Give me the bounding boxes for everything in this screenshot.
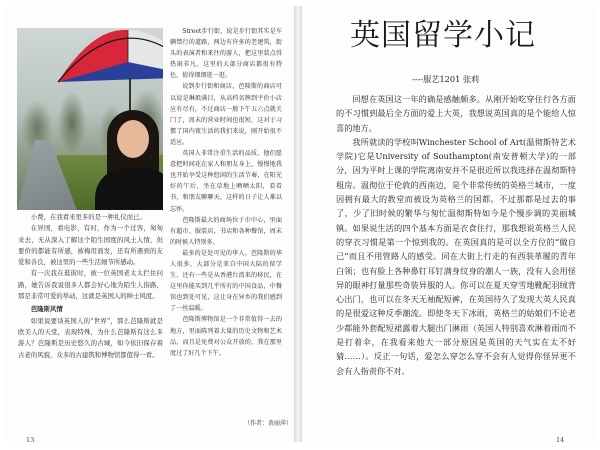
photo-person-face (117, 120, 149, 158)
photo-person-body (95, 168, 163, 210)
page-gutter (294, 6, 302, 442)
left-column-b (170, 26, 282, 424)
article-title: 英国留学小记 (350, 18, 536, 53)
left-author-note: （作者：黄丽萍） (243, 420, 292, 427)
article-byline: ----服艺1201 张莉 (412, 74, 480, 84)
col-a-paragraph: 在异国，看电影，有时，作为一个过客，匆匆来去，无从深入了解这个陌生国度的风土人情，但要价的都能有所感，被梅用面发，还有所遇到的友爱和善良，被这里的一些生活细节所感动。 (18, 224, 163, 267)
col-b-paragraph: 芭隆斯最大的商场位于市中心，里面有超市、服装店、书店和各种餐馆，周末的时候人特别多。 (170, 216, 282, 246)
umbrella-graphic (53, 28, 163, 102)
col-a-paragraph: 小费，在我看来更多的是一种礼仪而已。 (30, 213, 146, 221)
col-b-paragraph: 说到步行街和商店，芭隆斯的商店可以说是琳琅满目，从高档名牌到平价小店应有尽有，不过商店一般下午五六点就关门了，周末的营业时间也很短，这对于习惯了国内夜生活的我们来说，刚开始很不适应。 (170, 83, 282, 146)
col-a-paragraph: 如果说要谈英国人的“世界”，那么芭隆斯就是欧美人的天堂，表现特殊，为什么芭隆斯有这么多游人？芭隆斯是历史悠久的古城，如今依旧保存着古老的风貌，众多的古建筑和博物馆都值得一看。 (18, 316, 163, 359)
page-number-right: 14 (556, 436, 565, 444)
col-c-paragraph: 最多的是处可见的华人。芭隆斯的华人很多，大部分是来自中国大陆的留学生，还有一些是从香港台湾来的移民，在这里你能买到几乎所有的中国食品，中餐馆也到处可见，这让身在异乡的我们感到了一丝温暖。 (170, 249, 282, 313)
page-number-left: 13 (26, 436, 35, 444)
col-b-paragraph: 英国人非常注重生活的品质，他们愿意把时间花在家人和朋友身上，慢慢地我也开始享受这种悠闲的生活节奏，在阳光好的午后，坐在草地上晒晒太阳，看看书，和朋友聊聊天，这样的日子让人难以忘怀。 (170, 150, 282, 213)
article-body (336, 92, 576, 412)
col-a-subheading: 芭隆斯风情 (30, 305, 63, 314)
col-a-paragraph: 有一次我在逛街时，被一位英国老太太拦住问路，她告诉我说很多人都会好心地为陌生人指路，那是非常可爱的举动，这就是英国人的绅士风度。 (18, 269, 163, 301)
left-column-a (18, 212, 163, 428)
col-b-paragraph: Street步行街，说是步行街其实是车辆禁行的道路，两边有许多的老建筑，街头的表演者和来往的游人，把这里装点得热闹非凡。这里的大部分商店都很有特色，值得细细逛一逛。 (170, 28, 282, 80)
photo-woman-umbrella (17, 28, 163, 210)
article-paragraph: 回想在英国这一年的确是感触颇多。从刚开始吃穿住行各方面的不习惯到最后全方面的爱上大英，我想说英国真的是个能给人惊喜的地方。 (336, 94, 576, 133)
col-c-paragraph: 芭隆斯博物馆是一个非常值得一去的地方，里面陈列着大量的历史文物和艺术品，而且是免费对公众开放的，我在那里度过了好几个下午。 (170, 316, 282, 357)
article-paragraph: 我所就读的学校叫Winchester School of Art(温彻斯特艺术学院)它是University of Southampton(南安普顿大学)的一部分，因为平时上课的学院离南安并不是很近所以我选择在温彻斯特租房。温彻位于伦敦的西南边，是个非常传统的英格兰城市，一度因拥有最大的教堂而被设为英格兰的国都。不过那都是过去的事了，少了旧时候的繁华与匆忙温彻斯特如今是个慢步调的美丽城镇。如果说生活的四个基本方面是衣食住行，那我想说英格兰人民的穿衣习惯是第一个惊到我的。在英国真的是可以全方位的“做自己”而且不用管路人的感受。同在大街上行走的有西装革履的青年白领；也有脸上各种鼻钉耳钉满身纹身的潮人一族，没有人会用怪异的眼神打量那些奇装异服的人。你可以在夏天穿雪地靴配羽绒背心出门，也可以在冬天无袖配短裤，在英国待久了发现大英人民真的是很爱这种反季潮流。即使冬天下冰雨，英格兰的姑娘们不论老少都能外套配短裙露着大腿出门淋雨（英国人特别喜欢淋着雨而不是打着伞，在我看来他大一部分原因是英国的天气实在太不好猜……）。反正一句话，爱怎么穿怎么穿不会有人觉得你怪异更不会有人指责你不对。 (336, 136, 576, 376)
